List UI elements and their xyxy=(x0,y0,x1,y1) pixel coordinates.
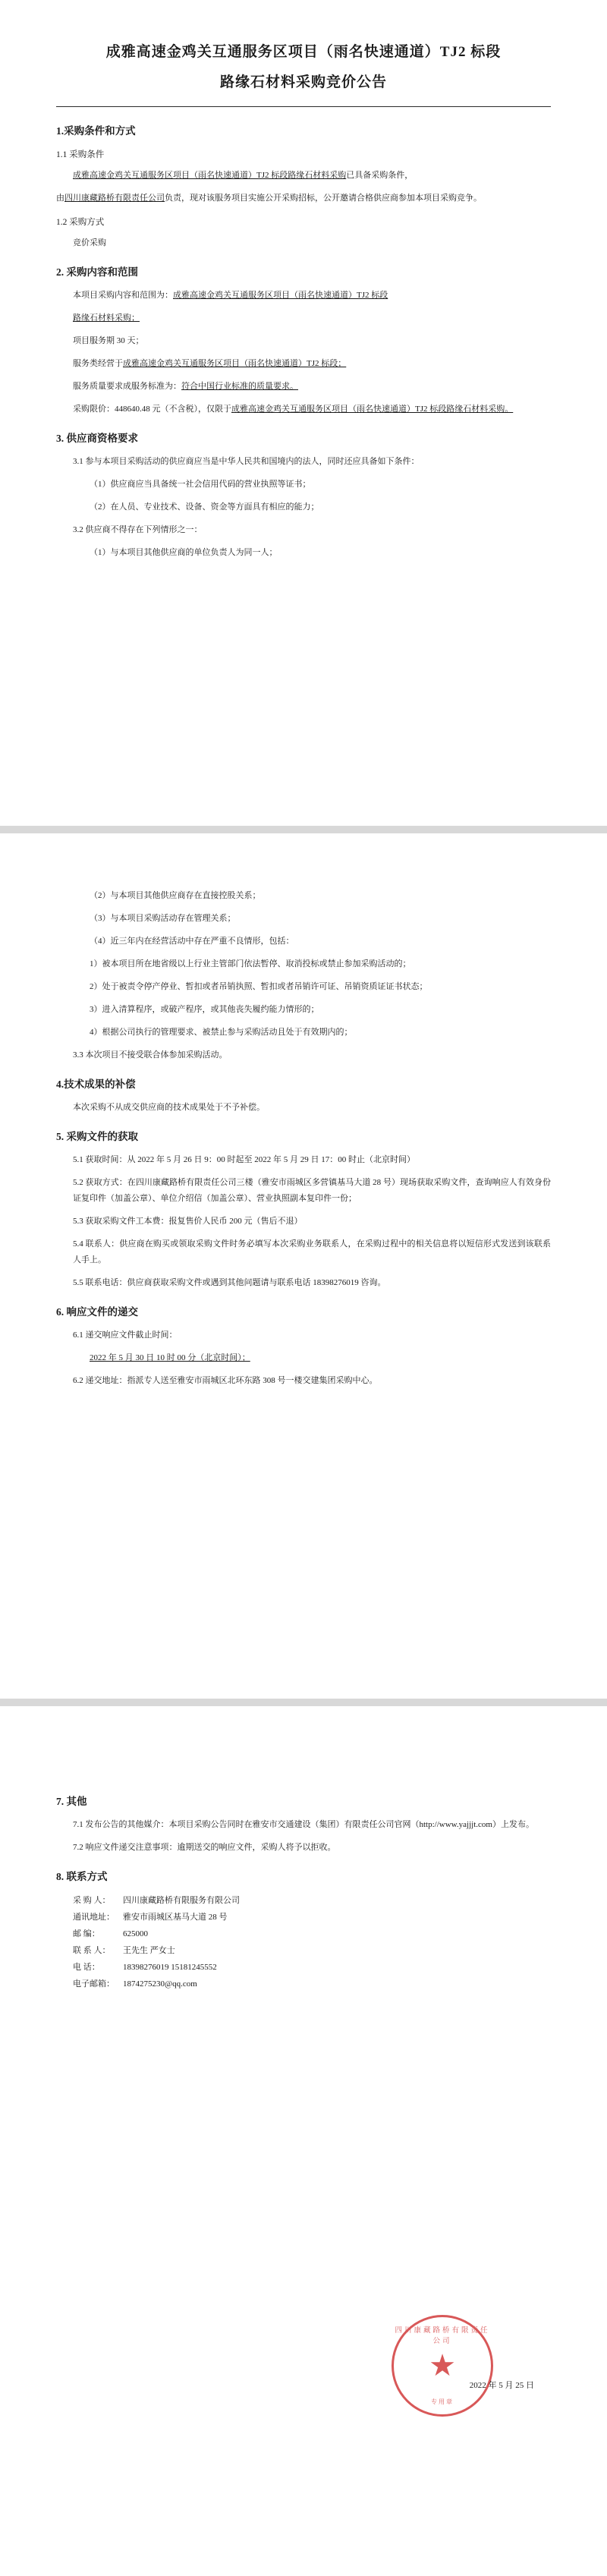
contact-value-address: 雅安市雨城区基马大道 28 号 xyxy=(123,1913,228,1922)
contact-label-postcode: 邮 编： xyxy=(73,1929,100,1938)
paragraph-2-5-pre: 服务质量要求成服务标准为： xyxy=(73,382,181,391)
contact-value-person: 王先生 严女士 xyxy=(123,1946,175,1955)
contact-row-postcode xyxy=(56,1926,551,1942)
page-2-top-spacer xyxy=(56,868,551,888)
paragraph-6-1-deadline xyxy=(56,1350,551,1366)
paragraph-2-3: 项目服务期 30 天； xyxy=(73,336,144,345)
contact-row-purchaser xyxy=(56,1892,551,1909)
contact-row-phone xyxy=(56,1959,551,1976)
contact-value-email: 1874275230@qq.com xyxy=(123,1979,197,1989)
paragraph-3-2-item-3: （3）与本项目采购活动存在管理关系； xyxy=(90,914,236,923)
contact-row-email xyxy=(56,1976,551,1992)
subsection-heading-1-1: 1.1 采购条件 xyxy=(56,150,105,159)
contact-label-phone: 电 话： xyxy=(73,1963,100,1972)
contact-row-address xyxy=(56,1909,551,1926)
paragraph-5-2: 5.2 获取方式：在四川康藏路桥有限责任公司三楼（雅安市雨城区多营镇基马大道 28 号）现场获取采购文件，查询响应人有效身份证复印件（加盖公章）、单位介绍信（加盖公章）、营业执照副本复印件一份； xyxy=(73,1178,551,1203)
contact-label-email: 电子邮箱： xyxy=(73,1979,115,1989)
paragraph-2-4-pre: 服务类经营于 xyxy=(73,359,123,368)
section-heading-4: 4.技术成果的补偿 xyxy=(56,1079,136,1090)
paragraph-5-3: 5.3 获取采购文件工本费：报复售价人民币 200 元（售后不退） xyxy=(73,1217,303,1226)
paragraph-3-2-item-4: （4）近三年内在经营活动中存在严重不良情形，包括： xyxy=(90,937,294,946)
paragraph-1-1-b-rest: 负责，现对该服务项目实施公开采购招标，公开邀请合格供应商参加本项目采购竞争。 xyxy=(165,194,482,203)
contact-row-person xyxy=(56,1942,551,1959)
section-heading-2: 2. 采购内容和范围 xyxy=(56,266,138,278)
paragraph-3-2: 3.2 供应商不得存在下列情形之一： xyxy=(73,525,203,534)
doc-title-line-1: 成雅高速金鸡关互通服务区项目（雨名快速通道）TJ2 标段 xyxy=(105,44,502,60)
contact-value-phone: 18398276019 15181245552 xyxy=(123,1963,217,1972)
section-heading-1: 1.采购条件和方式 xyxy=(56,125,136,137)
section-heading-6: 6. 响应文件的递交 xyxy=(56,1306,138,1318)
page-3-top-spacer xyxy=(56,1741,551,1761)
section-heading-3: 3. 供应商资格要求 xyxy=(56,433,138,444)
paragraph-3-2-item-4-1: 1）被本项目所在地省级以上行业主管部门依法暂停、取消投标或禁止参加采购活动的； xyxy=(90,959,411,968)
title-divider xyxy=(56,106,551,107)
paragraph-6-2: 6.2 递交地址：指派专人送至雅安市雨城区北环东路 308 号一楼交建集团采购中心。 xyxy=(73,1376,378,1385)
paragraph-1-1-b xyxy=(56,191,551,206)
contact-label-person: 联 系 人： xyxy=(73,1946,111,1955)
subsection-heading-1-2: 1.2 采购方式 xyxy=(56,218,105,227)
paragraph-1-1-a-rest: 已具备采购条件， xyxy=(346,171,414,180)
contact-value-postcode: 625000 xyxy=(123,1929,148,1938)
paragraph-3-2-item-4-4: 4）根据公司执行的管理要求、被禁止参与采购活动且处于有效期内的； xyxy=(90,1028,353,1037)
paragraph-2-2 xyxy=(56,310,551,326)
paragraph-2-4 xyxy=(56,356,551,372)
underlined-service-site: 成雅高速金鸡关互通服务区项目（雨名快速通道）TJ2 标段； xyxy=(123,359,347,368)
underlined-project-name-1: 成雅高速金鸡关互通服务区项目（雨名快速通道）TJ2 标段路缘石材料采购 xyxy=(73,171,347,180)
paragraph-3-2-item-4-2: 2）处于被责令停产停业、暂扣或者吊销执照、暂扣或者吊销许可证、吊销资质证证书状态； xyxy=(90,982,428,991)
signature-date: 2022 年 5 月 25 日 xyxy=(469,2381,534,2390)
page-title xyxy=(56,39,551,96)
document-page-1 xyxy=(0,0,607,826)
underlined-deadline: 2022 年 5 月 30 日 10 时 00 分（北京时间）； xyxy=(90,1353,250,1362)
company-seal-stamp xyxy=(392,2315,493,2417)
doc-title-line-2: 路缘石材料采购竞价公告 xyxy=(219,74,387,90)
paragraph-2-1-pre: 本项目采购内容和范围为： xyxy=(73,291,173,300)
contact-value-purchaser: 四川康藏路桥有限服务有限公司 xyxy=(123,1896,240,1905)
paragraph-1-2: 竞价采购 xyxy=(73,238,106,247)
paragraph-6-1: 6.1 递交响应文件截止时间： xyxy=(73,1331,178,1340)
paragraph-3-2-item-2: （2）与本项目其他供应商存在直接控股关系； xyxy=(90,891,261,900)
seal-top-text: 四川康藏路桥有限责任公司 xyxy=(395,2327,490,2345)
page-3-top-spacer-2 xyxy=(56,1761,551,1781)
document-page-2 xyxy=(0,833,607,1699)
paragraph-3-1-item-1: （1）供应商应当具备统一社会信用代码的营业执照等证书； xyxy=(90,480,311,489)
paragraph-3-1-item-2: （2）在人员、专业技术、设备、资金等方面具有相应的能力； xyxy=(90,502,319,512)
document-page-3 xyxy=(0,1706,607,2576)
contact-label-purchaser: 采 购 人： xyxy=(73,1896,111,1905)
contact-label-address: 通讯地址： xyxy=(73,1913,115,1922)
paragraph-5-1: 5.1 获取时间：从 2022 年 5 月 26 日 9：00 时起至 2022 年 5 月 29 日 17：00 时止（北京时间） xyxy=(73,1155,415,1164)
paragraph-2-6-pre: 采购限价：448640.48 元（不含税），仅限于 xyxy=(73,405,231,414)
paragraph-3-2-item-4-3: 3）进入清算程序，或破产程序，或其他丧失履约能力情形的； xyxy=(90,1005,319,1014)
paragraph-5-4: 5.4 联系人：供应商在购买或领取采购文件时务必填写本次采购业务联系人，在采购过程中的相关信息将以短信形式发送到该联系人手上。 xyxy=(73,1239,551,1264)
underlined-project-name-2: 成雅高速金鸡关互通服务区项目（雨名快速通道）TJ2 标段 xyxy=(173,291,388,300)
underlined-purchaser-1: 四川康藏路桥有限责任公司 xyxy=(64,194,165,203)
paragraph-5-5: 5.5 联系电话：供应商获取采购文件或遇到其他问题请与联系电话 18398276019 咨询。 xyxy=(73,1278,386,1287)
paragraph-2-6 xyxy=(56,402,551,417)
paragraph-7-2: 7.2 响应文件递交注意事项：逾期送交的响应文件，采购人将予以拒收。 xyxy=(73,1843,336,1852)
section-heading-8: 8. 联系方式 xyxy=(56,1871,108,1882)
paragraph-4-1: 本次采购不从成交供应商的技术成果处于不予补偿。 xyxy=(73,1103,265,1112)
underlined-price-cap-scope: 成雅高速金鸡关互通服务区项目（雨名快速通道）TJ2 标段路缘石材料采购。 xyxy=(231,405,514,414)
underlined-quality-standard: 符合中国行业标准的质量要求。 xyxy=(181,382,298,391)
paragraph-3-3: 3.3 本次项目不接受联合体参加采购活动。 xyxy=(73,1050,228,1060)
paragraph-3-1: 3.1 参与本项目采购活动的供应商应当是中华人民共和国境内的法人，同时还应具备如下条件： xyxy=(73,457,420,466)
paragraph-2-1 xyxy=(56,288,551,304)
seal-bottom-text: 专用章 xyxy=(431,2398,454,2405)
section-heading-7: 7. 其他 xyxy=(56,1796,87,1807)
section-heading-5: 5. 采购文件的获取 xyxy=(56,1131,138,1142)
star-icon: ★ xyxy=(429,2348,456,2382)
underlined-scope: 路缘石材料采购； xyxy=(73,313,140,323)
paragraph-7-1: 7.1 发布公告的其他媒介：本项目采购公告同时在雅安市交通建设（集团）有限责任公司官网（http://www.yajjjt.com）上发布。 xyxy=(73,1820,534,1829)
paragraph-2-5 xyxy=(56,379,551,395)
paragraph-1-1-b-pre: 由 xyxy=(56,194,64,203)
paragraph-3-2-item-1: （1）与本项目其他供应商的单位负责人为同一人； xyxy=(90,548,278,557)
paragraph-1-1-a xyxy=(56,168,551,184)
